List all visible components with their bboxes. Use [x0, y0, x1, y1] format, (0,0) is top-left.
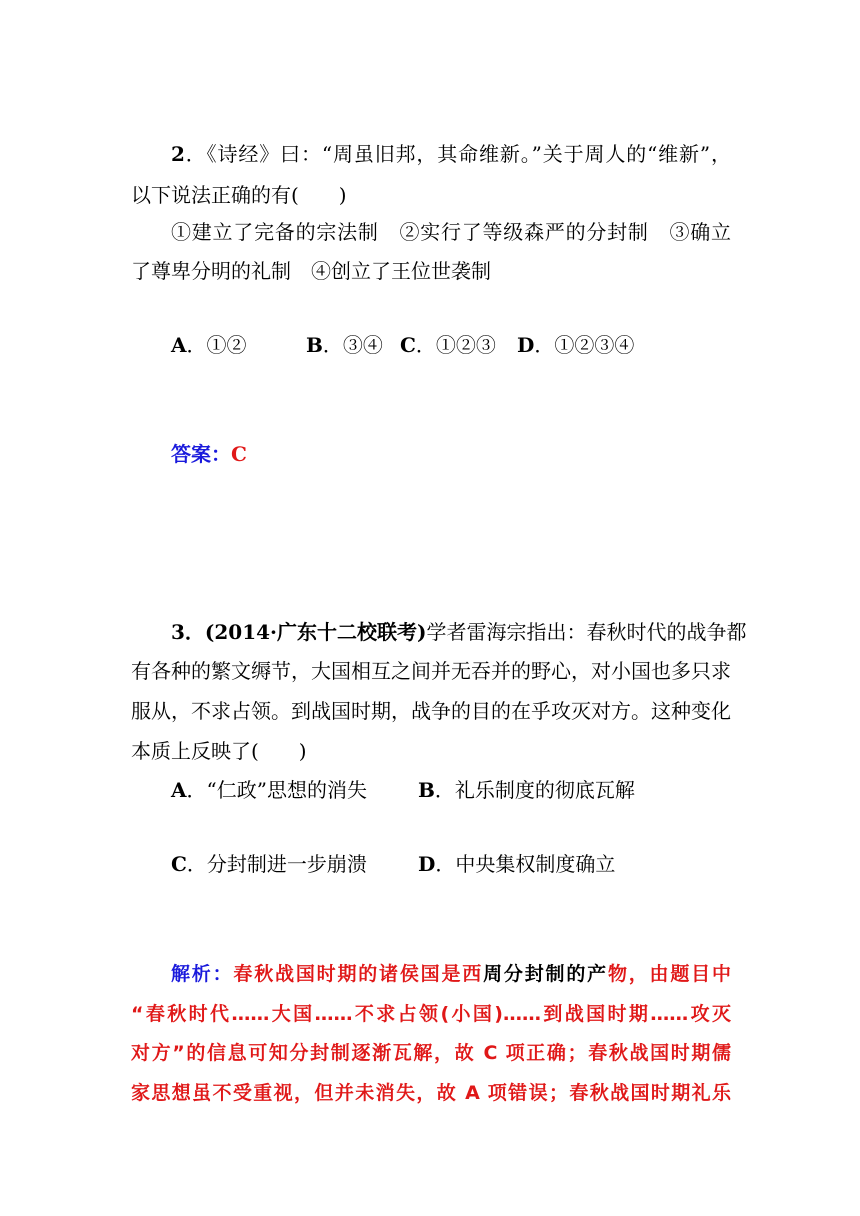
- q2-items-line-1: ①建立了完备的宗法制 ②实行了等级森严的分封制 ③确立: [171, 220, 731, 244]
- q3-option-c[interactable]: [171, 850, 367, 878]
- q2-option-a-text: ．①②: [186, 333, 247, 357]
- q3-analysis-text-1c: 物，由题目中: [607, 963, 731, 985]
- q2-option-d-text: ．①②③④: [534, 333, 635, 357]
- q2-answer-value: C: [231, 442, 247, 466]
- q2-option-b-letter: B: [306, 333, 323, 357]
- q2-option-d[interactable]: [517, 331, 634, 359]
- q3-number: 3: [171, 620, 185, 644]
- q3-option-b[interactable]: [418, 776, 635, 804]
- q3-stem-line-3: 服从，不求占领。到战国时期，战争的目的在乎攻灭对方。这种变化: [131, 699, 731, 723]
- q2-option-c[interactable]: [400, 331, 496, 359]
- q3-analysis-line-4: 家思想虽不受重视，但并未消失，故 A 项错误；春秋战国时期礼乐: [131, 1082, 731, 1104]
- q2-answer-label: 答案：: [171, 442, 231, 466]
- q3-analysis-text-1b: 周分封制的产: [483, 963, 608, 985]
- q2-option-c-letter: C: [400, 333, 416, 357]
- q3-analysis-line-1: [171, 960, 731, 988]
- q3-option-a[interactable]: [171, 776, 367, 804]
- q3-analysis-label: 解析：: [171, 963, 234, 985]
- q3-option-a-text: ．“仁政”思想的消失: [186, 778, 367, 802]
- q3-option-d[interactable]: [418, 850, 615, 878]
- q3-source: ．(2014·广东十二校联考): [184, 620, 427, 644]
- q2-option-a[interactable]: [171, 331, 247, 359]
- q3-option-b-text: ．礼乐制度的彻底瓦解: [434, 778, 635, 802]
- q2-option-b[interactable]: [306, 331, 383, 359]
- q2-option-b-text: ．③④: [322, 333, 383, 357]
- q2-option-c-text: ．①②③: [415, 333, 496, 357]
- q3-option-a-letter: A: [171, 778, 187, 802]
- q2-answer: [171, 440, 247, 468]
- q2-option-a-letter: A: [171, 333, 187, 357]
- q2-stem-line-2: 以下说法正确的有( ): [131, 183, 347, 207]
- q3-stem-line-2: 有各种的繁文缛节，大国相互之间并无吞并的野心，对小国也多只求: [131, 659, 731, 683]
- q3-analysis-line-3: 对方”的信息可知分封制逐渐瓦解，故 C 项正确；春秋战国时期儒: [131, 1042, 731, 1064]
- q3-option-b-letter: B: [418, 778, 435, 802]
- q3-analysis-text-1a: 春秋战国时期的诸侯国是西: [233, 963, 484, 985]
- q2-stem-text-1: ．《诗经》曰：“周虽旧邦，其命维新。”关于周人的“维新”，: [184, 142, 731, 166]
- q3-option-c-letter: C: [171, 852, 187, 876]
- q3-option-d-text: ．中央集权制度确立: [435, 852, 616, 876]
- q3-analysis-line-2: “春秋时代……大国……不求占领(小国)……到战国时期……攻灭: [131, 1003, 731, 1025]
- q3-stem-text-1: 学者雷海宗指出：春秋时代的战争都: [426, 620, 747, 644]
- q3-stem-line-4: 本质上反映了( ): [131, 739, 307, 763]
- q2-number: 2: [171, 142, 185, 166]
- q3-stem-line-1: [171, 618, 747, 646]
- q2-items-line-2: 了尊卑分明的礼制 ④创立了王位世袭制: [131, 259, 491, 283]
- q2-option-d-letter: D: [517, 333, 535, 357]
- q3-option-d-letter: D: [418, 852, 436, 876]
- q2-stem-line-1: [171, 140, 731, 168]
- q3-option-c-text: ．分封制进一步崩溃: [186, 852, 367, 876]
